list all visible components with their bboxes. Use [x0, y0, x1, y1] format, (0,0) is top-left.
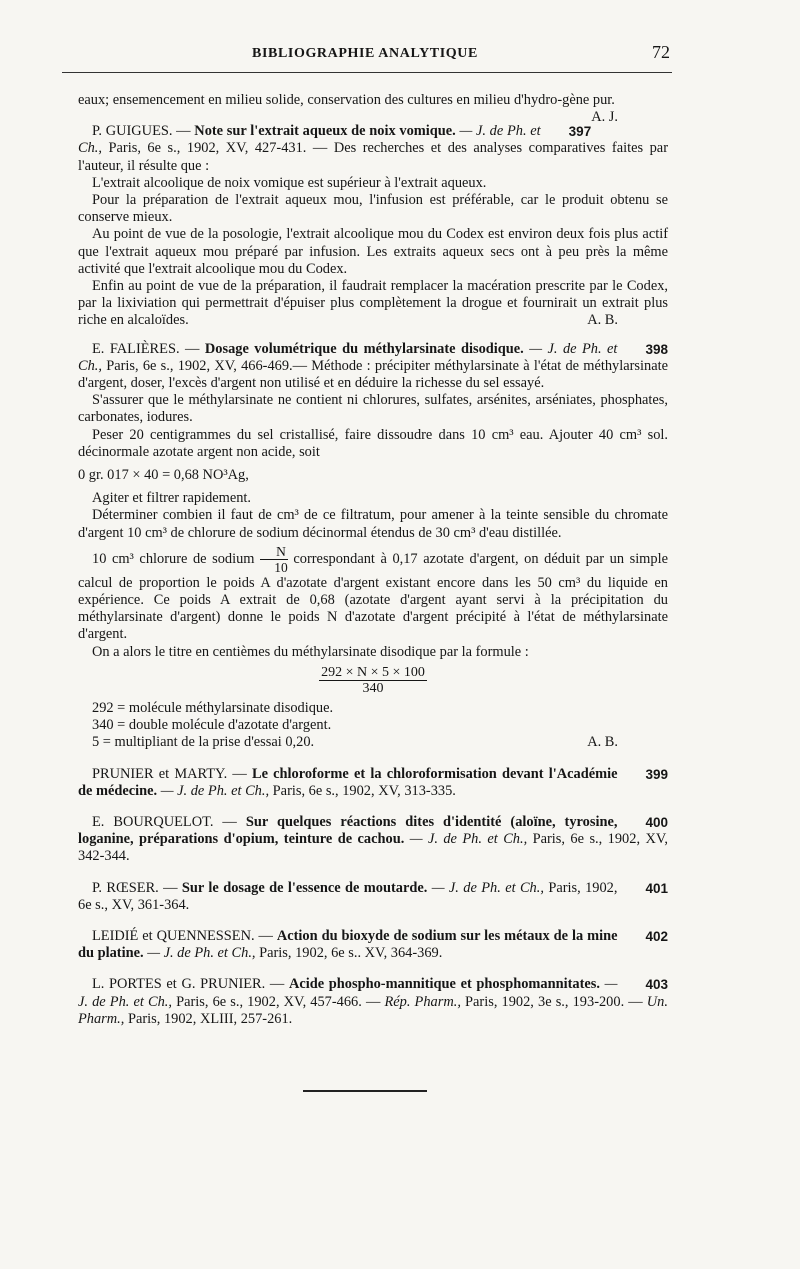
entry-number: 397 [568, 124, 592, 140]
formula-numerator: 292 × N × 5 × 100 [321, 664, 425, 680]
entry-biblio-3: Paris, 1902, XLIII, 257-261. [127, 1010, 293, 1027]
abstract-paragraph: Pour la préparation de l'extrait aqueux mou, l'infusion est préférable, car le produit obtenu se conserve mieux. [78, 192, 668, 226]
header-title: BIBLIOGRAPHIE ANALYTIQUE [252, 46, 478, 61]
abstract-paragraph: Peser 20 centigrammes du sel cristallisé, faire dissoudre dans 10 cm³ eau. Ajouter 40 cm³ sol. décinormale azotate argent non acide, soit [78, 426, 668, 460]
entry-title: Acide phospho-mannitique et phosphomannitates. [288, 976, 600, 993]
entry-journal: — J. de Ph. et Ch., [78, 976, 618, 1010]
entry-journal: — J. de Ph. et Ch., [160, 782, 270, 799]
abstract-paragraph: Au point de vue de la posologie, l'extrait alcoolique mou du Codex est environ deux fois plus actif que l'extrait aqueux mou préparé par infusion. Les extraits aqueux secs ont à peu près la même activité que l'extrait alcoolique mou du Codex. [78, 226, 668, 277]
entry-number: 400 [645, 814, 668, 830]
entry-biblio: Paris, 1902, 6e s.. XV, 364-369. [259, 945, 443, 962]
entry-journal: — J. de Ph. et Ch., [78, 340, 618, 374]
entry-401 [78, 880, 668, 914]
header-rule [62, 72, 672, 73]
entry-398 [78, 341, 668, 752]
fraction-numerator: N [260, 544, 288, 560]
fraction-denominator: 10 [274, 559, 288, 575]
entry-title: Dosage volumétrique du méthylarsinate disodique. [204, 340, 524, 357]
continued-paragraph [78, 92, 668, 126]
formula-definition: 292 = molécule méthylarsinate disodique. [92, 699, 334, 716]
entry-400 [78, 814, 668, 866]
abstract-paragraph: Déterminer combien il faut de cm³ de ce filtratum, pour amener à la teinte sensible du chromate d'argent 10 cm³ de chlorure de sodium décinormal étendus de 30 cm³ d'eau distillée. [78, 507, 668, 541]
formula-definition: 340 = double molécule d'azotate d'argent. [92, 717, 332, 734]
abstract-initials: A. B. [587, 312, 618, 329]
end-rule [303, 1090, 427, 1092]
entry-title: Action du bioxyde de sodium sur les métaux de la mine du platine. [78, 927, 618, 962]
entry-402 [78, 928, 668, 962]
entry-author: LEIDIÉ et QUENNESSEN. — [92, 927, 273, 944]
entry-number: 401 [645, 880, 668, 896]
formula-fraction [319, 665, 427, 696]
entry-journal-3: Un. Pharm., [78, 993, 668, 1027]
abstract-initials: A. J. [591, 109, 618, 126]
entry-journal: — J. de Ph. et Ch., [409, 831, 528, 848]
entry-title: Sur le dosage de l'essence de moutarde. [181, 879, 428, 896]
entry-author: PRUNIER et MARTY. — [92, 765, 247, 782]
formula-line: 0 gr. 017 × 40 = 0,68 NO³Ag, [78, 467, 249, 484]
formula-definition [78, 734, 668, 751]
entry-journal-2: Rép. Pharm., [384, 993, 461, 1010]
entry-author: L. PORTES et G. PRUNIER. — [92, 976, 285, 993]
entry-399 [78, 766, 668, 800]
entry-biblio: Paris, 1902, 6e s., XV, 361-364. [78, 879, 618, 913]
abstract-text: Enfin au point de vue de la préparation, il faudrait remplacer la macération prescrite par le Codex, par la lixiviation qui permettrait d'épuiser plus complètement la drogue et fournirait un extrait plus riche en alcaloïdes. [78, 278, 668, 329]
entry-biblio: Paris, 6e s., 1902, XV, 342-344. [78, 831, 668, 865]
abstract-text: 5 = multipliant de la prise d'essai 0,20. [92, 734, 315, 751]
abstract-paragraph: L'extrait alcoolique de noix vomique est supérieur à l'extrait aqueux. [92, 174, 487, 191]
entry-title: Note sur l'extrait aqueux de noix vomique. [194, 123, 456, 140]
abstract-paragraph: S'assurer que le méthylarsinate ne contient ni chlorures, sulfates, arsénites, arséniates, phosphates, carbonates, iodures. [78, 392, 668, 426]
entry-biblio: Paris, 6e s., 1902, XV, 457-466. — [176, 993, 381, 1010]
entry-author: P. GUIGUES. — [92, 123, 191, 140]
entry-title: Le chloroforme et la chloroformisation devant l'Académie de médecine. [78, 765, 618, 799]
page-number: 72 [652, 42, 670, 62]
abstract-paragraph [78, 544, 668, 644]
entry-number: 402 [645, 928, 668, 944]
entry-journal: — J. de Ph. et Ch., [78, 123, 541, 157]
entry-biblio-2: Paris, 1902, 3e s., 193-200. — [465, 993, 643, 1010]
abstract-text: 10 cm³ chlorure de sodium [92, 550, 255, 567]
page-body [78, 92, 668, 1028]
entry-author: E. FALIÈRES. — [92, 340, 200, 357]
formula-denominator: 340 [362, 680, 384, 696]
abstract-paragraph: Agiter et filtrer rapidement. [92, 490, 252, 507]
abstract-paragraph: On a alors le titre en centièmes du méthylarsinate disodique par la formule : [92, 643, 529, 660]
entry-biblio: Paris, 6e s., 1902, XV, 427-431. — Des recherches et des analyses comparatives faites par l'auteur, il résulte que : [78, 140, 668, 174]
entry-biblio: Paris, 6e s., 1902, XV, 466-469.— Méthode : précipiter méthylarsinate à l'état de méthylarsinate d'argent, doser, l'excès d'argent non utilisé et en déduire la richesse du sel essayé. [78, 357, 668, 392]
abstract-initials: A. B. [587, 734, 618, 751]
entry-author: E. BOURQUELOT. — [92, 813, 237, 830]
entry-journal: — J. de Ph. et Ch., [431, 879, 544, 896]
entry-title: Sur quelques réactions dites d'identité (aloïne, tyrosine, loganine, préparations d'opium, teinture de cachou. [78, 813, 618, 848]
entry-number: 399 [645, 766, 668, 782]
entry-journal: — J. de Ph. et Ch., [147, 945, 256, 962]
abstract-text: correspondant à 0,17 azotate d'argent, on déduit par un simple calcul de proportion le poids A d'azotate d'argent existant encore dans les 50 cm³ du liquide en expérience. Ce poids A extrait de 0,68 (azotate d'argent ayant servi à la précipitation du méthylarsinate d'argent) donne le poids N d'azotate d'argent précipité à l'état de méthylarsinate d'argent. [78, 550, 668, 643]
running-header [60, 44, 670, 68]
entry-397 [78, 123, 668, 329]
continued-text: eaux; ensemencement en milieu solide, conservation des cultures en milieu d'hydro-gène pur. [78, 92, 615, 108]
entry-number: 403 [645, 977, 668, 993]
fraction-n-over-10 [260, 544, 288, 575]
entry-number: 398 [645, 341, 668, 357]
entry-biblio: Paris, 6e s., 1902, XV, 313-335. [272, 782, 456, 799]
entry-403 [78, 976, 668, 1028]
entry-author: P. RŒSER. — [92, 879, 178, 896]
abstract-paragraph [78, 278, 668, 330]
titre-formula [78, 665, 668, 696]
